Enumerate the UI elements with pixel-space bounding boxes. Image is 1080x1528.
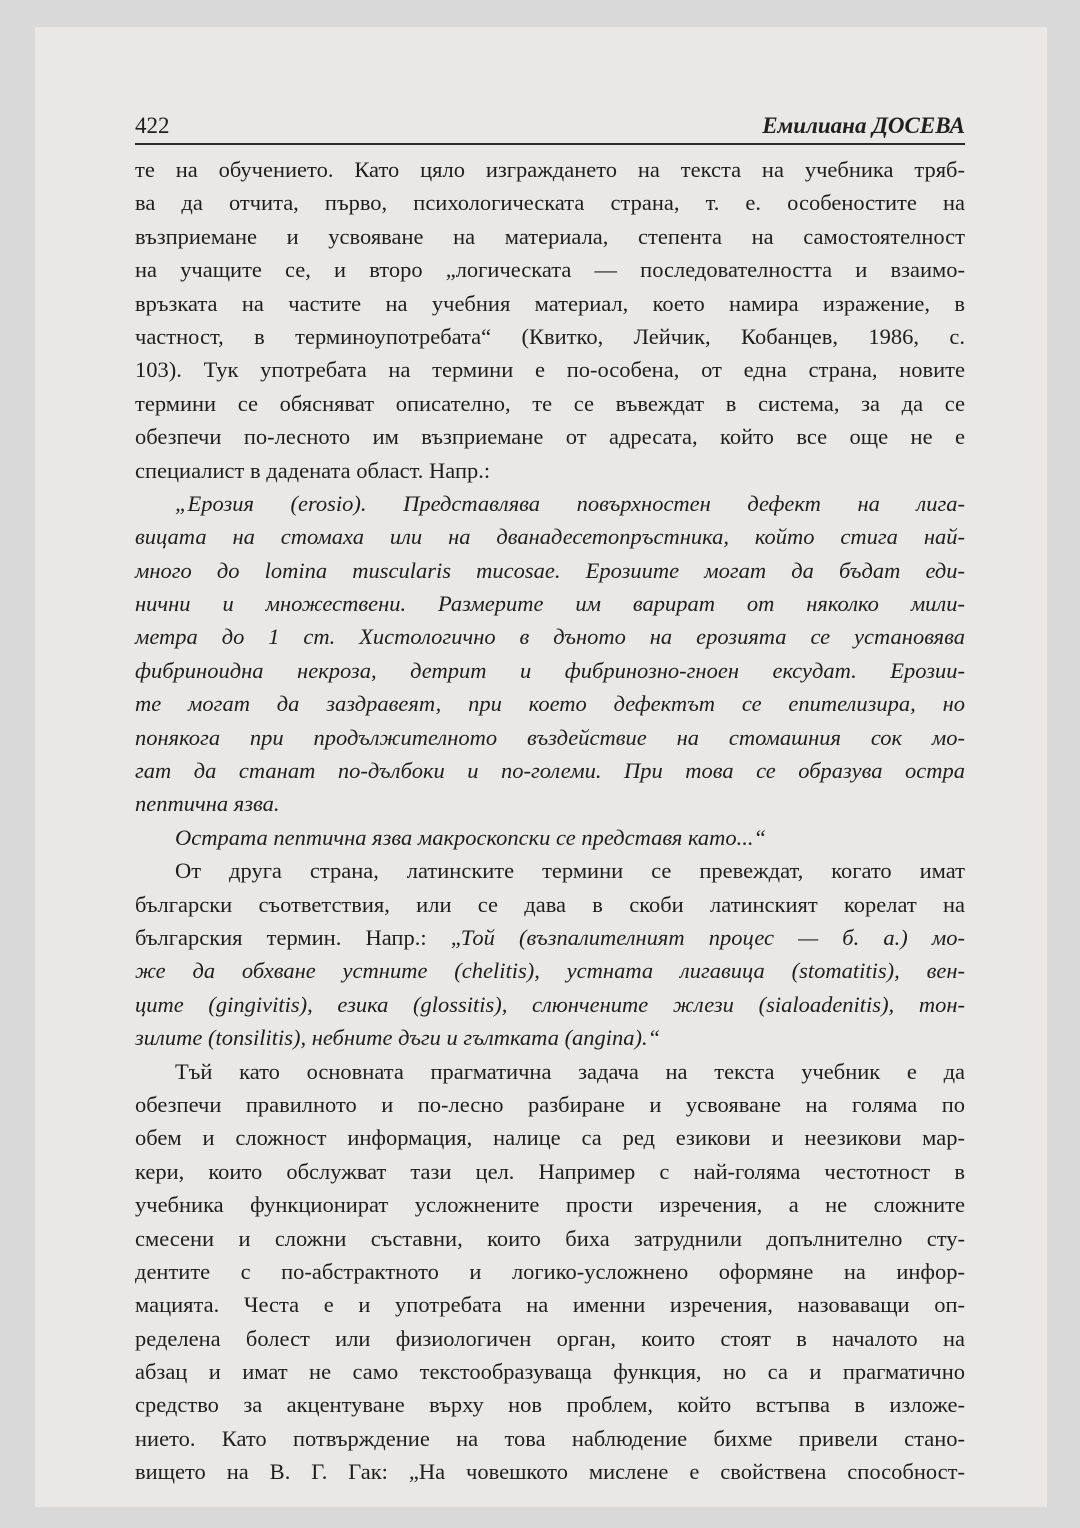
text-line: на учащите се, и второ „логическата — последователността и взаимо- — [135, 257, 965, 283]
quote-line: те могат да заздравеят, при което дефектът се епителизира, но — [135, 691, 965, 717]
italic-run: „Той (възпалителният процес — б. а.) мо- — [450, 924, 965, 950]
text-line: абзац и имат не само текстообразуваща функция, но са и прагматично — [135, 1359, 965, 1385]
text-line: термини се обясняват описателно, те се въвеждат в система, за да се — [135, 390, 965, 416]
text-line: 103). Тук употребата на термини е по-особена, от една страна, новите — [135, 357, 965, 383]
quote-line: нични и множествени. Размерите им варират от няколко мили- — [135, 591, 965, 617]
text-line: кери, които обслужват тази цел. Например с най-голяма честотност в — [135, 1158, 965, 1184]
page-number: 422 — [135, 113, 170, 138]
text-line: обезпечи по-лесното им възприемане от адресата, който все още не е — [135, 424, 965, 450]
page-header — [135, 97, 965, 145]
text-run: българския термин. Напр.: — [135, 924, 451, 950]
quote-line: гат да станат по-дълбоки и по-големи. При това се образува остра — [135, 758, 965, 784]
text-line: мацията. Честа е и употребата на именни изречения, назоваващи оп- — [135, 1292, 965, 1318]
quote-line: „Ерозия (erosio). Представлява повърхностен дефект на лига- — [175, 490, 965, 516]
text-line: нието. Като потвърждение на това наблюдение бихме привели стано- — [135, 1425, 965, 1451]
text-line: От друга страна, латинските термини се превеждат, когато имат — [175, 858, 965, 884]
text-line: ределена болест или физиологичен орган, които стоят в началото на — [135, 1325, 965, 1351]
text-line: дентите с по-абстрактното и логико-усложнено оформяне на инфор- — [135, 1258, 965, 1284]
text-line: смесени и сложни съставни, които биха затруднили допълнително сту- — [135, 1225, 965, 1251]
quote-line: метра до 1 cm. Хистологично в дъното на ерозията се установява — [135, 624, 965, 650]
quote-line: вицата на стомаха или на дванадесетопръстника, който стига най- — [135, 524, 965, 550]
text-line: учебника функционират усложнените прости изречения, а не сложните — [135, 1192, 965, 1218]
text-line: български съответствия, или се дава в скоби латинският корелат на — [135, 891, 965, 917]
quote-line: много до lomina muscularis mucosae. Ерозиите могат да бъдат еди- — [135, 557, 965, 583]
text-line: възприемане и усвояване на материала, степента на самостоятелност — [135, 223, 965, 249]
text-line: обезпечи правилното и по-лесно разбиране и усвояване на голяма по — [135, 1091, 965, 1117]
running-head-author: Емилиана ДОСЕВА — [762, 113, 965, 138]
text-line: же да обхване устните (chelitis), устната лигавица (stomatitis), вен- — [135, 958, 965, 984]
text-line: частност, в терминоупотребата“ (Квитко, Лейчик, Кобанцев, 1986, с. — [135, 323, 965, 349]
quote-line: пептична язва. — [135, 791, 280, 817]
text-line — [135, 921, 965, 954]
text-line: Тъй като основната прагматична задача на текста учебник е да — [175, 1058, 965, 1084]
body-text — [135, 153, 965, 1489]
book-page — [35, 27, 1047, 1507]
quote-line: Острата пептична язва макроскопски се представя като...“ — [175, 824, 767, 850]
text-line: връзката на частите на учебния материал, което намира изражение, в — [135, 290, 965, 316]
text-line: ците (gingivitis), езика (glossitis), слюнчените жлези (sialoadenitis), тон- — [135, 991, 965, 1017]
text-line: обем и сложност информация, налице са ред езикови и неезикови мар- — [135, 1125, 965, 1151]
quote-line: понякога при продължителното въздействие на стомашния сок мо- — [135, 724, 965, 750]
quote-line: фибриноидна некроза, детрит и фибринозно-гноен ексудат. Ерозии- — [135, 657, 965, 683]
text-line: средство за акцентуване върху нов проблем, който встъпва в изложе- — [135, 1392, 965, 1418]
text-line: вището на В. Г. Гак: „На човешкото мислене е свойствена способност- — [135, 1459, 965, 1485]
text-line: ва да отчита, първо, психологическата страна, т. е. особеностите на — [135, 190, 965, 216]
text-line: те на обучението. Като цяло изграждането на текста на учебника тряб- — [135, 157, 965, 182]
text-line: специалист в дадената област. Напр.: — [135, 457, 491, 483]
text-line: зилите (tonsilitis), небните дъги и гълтката (angina).“ — [135, 1025, 661, 1051]
